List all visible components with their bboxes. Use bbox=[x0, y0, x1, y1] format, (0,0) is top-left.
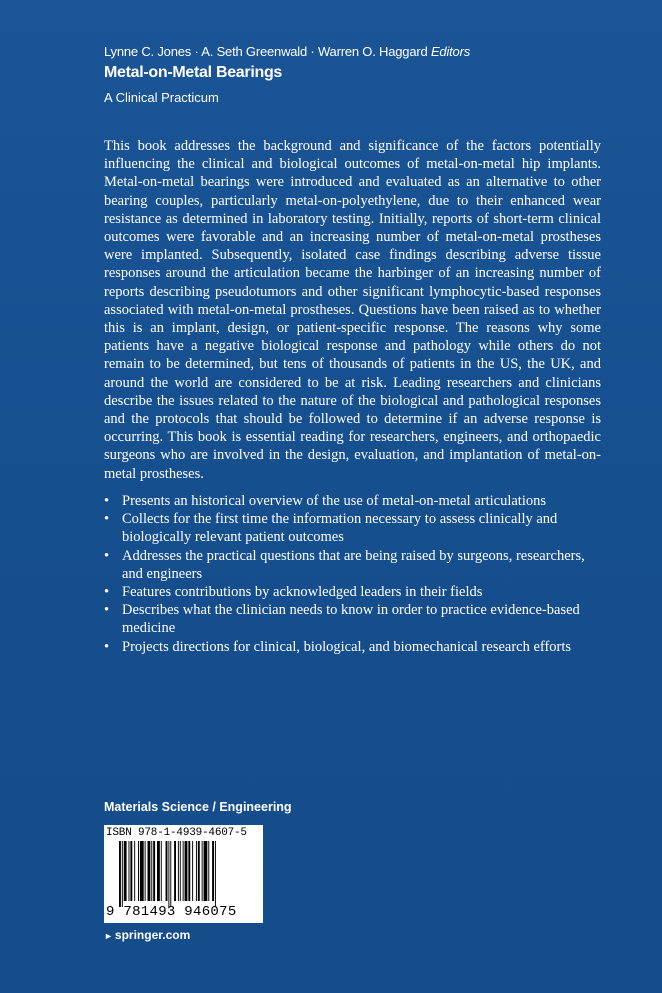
barcode-bar bbox=[161, 841, 162, 901]
barcode-bar bbox=[183, 841, 184, 901]
barcode-bar bbox=[174, 841, 176, 901]
isbn-label: ISBN 978-1-4939-4607-5 bbox=[106, 827, 247, 839]
barcode-bar bbox=[170, 841, 171, 907]
barcode-bar bbox=[122, 841, 123, 907]
website-text: springer.com bbox=[114, 928, 191, 942]
barcode-bar bbox=[202, 841, 203, 901]
list-item-text: Collects for the first time the information necessary to assess clinically and biologically relevant patient outcomes bbox=[122, 511, 558, 546]
bullet-icon: • bbox=[104, 511, 110, 528]
list-item bbox=[104, 601, 604, 637]
feature-list bbox=[104, 492, 604, 656]
barcode-bar bbox=[145, 841, 146, 901]
barcode-bar bbox=[212, 841, 214, 901]
bullet-icon: • bbox=[104, 638, 110, 655]
barcode-bar bbox=[140, 841, 144, 901]
list-item bbox=[104, 638, 604, 656]
list-item-text: Describes what the clinician needs to know in order to practice evidence-based medicine bbox=[122, 602, 580, 637]
barcode-bar bbox=[138, 841, 139, 901]
barcode-bar bbox=[196, 841, 197, 901]
barcode-bar bbox=[178, 841, 179, 901]
barcode-bar bbox=[124, 841, 127, 901]
barcode-bar bbox=[208, 841, 209, 901]
barcode-bar bbox=[153, 841, 155, 901]
publisher-website[interactable] bbox=[104, 928, 190, 942]
barcode-bar bbox=[180, 841, 181, 901]
barcode-bar bbox=[134, 841, 135, 901]
barcode-bar bbox=[157, 841, 160, 901]
bullet-icon: • bbox=[104, 584, 110, 601]
list-item-text: Presents an historical overview of the use of metal-on-metal articulations bbox=[122, 493, 546, 509]
editors-role: Editors bbox=[430, 44, 470, 59]
book-subtitle: A Clinical Practicum bbox=[104, 90, 219, 105]
barcode-bar bbox=[198, 841, 200, 901]
book-title: Metal-on-Metal Bearings bbox=[104, 64, 283, 81]
barcode-bar bbox=[204, 841, 208, 901]
editors-line bbox=[104, 44, 470, 59]
list-item bbox=[104, 547, 604, 583]
barcode-bar bbox=[188, 841, 190, 901]
barcode-bar bbox=[148, 841, 151, 901]
barcode-bar bbox=[166, 841, 168, 901]
subject-category: Materials Science / Engineering bbox=[104, 800, 292, 814]
barcode-bar bbox=[215, 841, 216, 907]
bullet-icon: • bbox=[104, 547, 110, 564]
barcode-digits: 9 781493 946075 bbox=[106, 904, 237, 920]
description-paragraph: This book addresses the background and significance of the factors potentially influencing the clinical and biological outcomes of metal-on-metal hip implants. Metal-on-metal bearings were introduced and evaluated as an alternative to other bearing couples, particularly metal-on-polyethylene, due to their enhanced wear resistance as determined in laboratory testing. Initially, reports of short-term clinical outcomes were favorable and an increasing number of metal-on-metal prostheses were implanted. Subsequently, isolated case findings describing adverse tissue responses around the articulation became the harbinger of an increasing number of reports describing pseudotumors and other significant lymphocytic-based responses associated with metal-on-metal prostheses. Questions have been raised as to whether this is an implant, design, or patient-specific response. The reasons why some patients have a negative biological response and pathology while others do not remain to be determined, but tens of thousands of patients in the US, the UK, and around the world are considered to be at risk. Leading researchers and clinicians describe the issues related to the nature of the biological and pathological responses and the protocols that should be followed to determine if an adverse response is occurring. This book is essential reading for researchers, engineers, and orthopaedic surgeons who are involved in the design, evaluation, and implantation of metal-on-metal prostheses. bbox=[104, 138, 601, 482]
bullet-icon: • bbox=[104, 493, 110, 509]
list-item bbox=[104, 583, 604, 601]
barcode-bar bbox=[168, 841, 169, 907]
barcode-bar bbox=[185, 841, 188, 901]
bullet-icon: • bbox=[104, 602, 110, 619]
barcode-bar bbox=[192, 841, 193, 901]
barcode-bar bbox=[151, 841, 152, 901]
list-item-text: Features contributions by acknowledged leaders in their fields bbox=[122, 584, 483, 601]
list-item-text: Addresses the practical questions that are being raised by surgeons, researchers, and engineers bbox=[122, 547, 585, 582]
list-item bbox=[104, 492, 604, 510]
list-item-text: Projects directions for clinical, biological, and biomechanical research efforts bbox=[122, 638, 572, 655]
barcode-bar bbox=[129, 841, 130, 901]
arrow-right-icon: ► bbox=[104, 931, 113, 941]
list-item bbox=[104, 510, 604, 546]
editors-names: Lynne C. Jones · A. Seth Greenwald · Warren O. Haggard bbox=[104, 44, 428, 59]
barcode-bar bbox=[119, 841, 121, 907]
barcode bbox=[104, 825, 263, 923]
barcode-bar bbox=[130, 841, 132, 901]
